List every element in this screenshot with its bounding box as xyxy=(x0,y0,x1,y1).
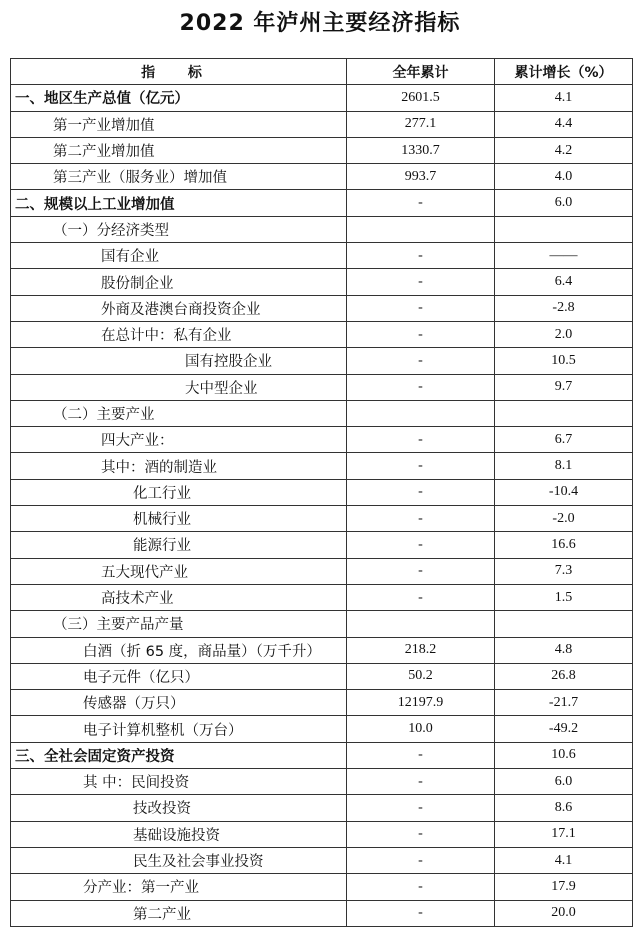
annual-total-cell: - xyxy=(347,479,495,505)
growth-cell: 9.7 xyxy=(495,374,633,400)
indicator-cell: 国有企业 xyxy=(11,243,347,269)
growth-cell: 17.1 xyxy=(495,821,633,847)
growth-cell: 26.8 xyxy=(495,663,633,689)
table-row xyxy=(11,400,633,426)
annual-total-cell: - xyxy=(347,243,495,269)
indicator-cell: 二、规模以上工业增加值 xyxy=(11,190,347,216)
annual-total-cell: - xyxy=(347,295,495,321)
annual-total-cell xyxy=(347,400,495,426)
indicator-cell: 第三产业（服务业）增加值 xyxy=(11,164,347,190)
table-row xyxy=(11,769,633,795)
indicator-cell: 第二产业增加值 xyxy=(11,137,347,163)
table-row xyxy=(11,821,633,847)
growth-cell: 6.0 xyxy=(495,769,633,795)
indicator-cell: 电子元件（亿只） xyxy=(11,663,347,689)
growth-cell: —— xyxy=(495,243,633,269)
growth-cell: 17.9 xyxy=(495,874,633,900)
annual-total-cell: - xyxy=(347,847,495,873)
indicator-cell: 大中型企业 xyxy=(11,374,347,400)
table-row xyxy=(11,137,633,163)
annual-total-cell: - xyxy=(347,584,495,610)
annual-total-cell: - xyxy=(347,874,495,900)
table-row xyxy=(11,584,633,610)
growth-cell: 20.0 xyxy=(495,900,633,926)
table-row xyxy=(11,216,633,242)
growth-cell: -2.8 xyxy=(495,295,633,321)
growth-cell: 4.2 xyxy=(495,137,633,163)
annual-total-cell: - xyxy=(347,453,495,479)
table-row xyxy=(11,374,633,400)
annual-total-cell: 12197.9 xyxy=(347,690,495,716)
growth-cell: 4.1 xyxy=(495,847,633,873)
table-row xyxy=(11,348,633,374)
growth-cell: 6.4 xyxy=(495,269,633,295)
page-title: 2022 年泸州主要经济指标 xyxy=(179,11,461,36)
growth-cell: -49.2 xyxy=(495,716,633,742)
indicator-cell: 其中：酒的制造业 xyxy=(11,453,347,479)
growth-cell xyxy=(495,611,633,637)
header-indicator: 指 标 xyxy=(11,59,347,85)
indicator-cell: 四大产业： xyxy=(11,427,347,453)
table-row xyxy=(11,663,633,689)
annual-total-cell: - xyxy=(347,506,495,532)
table-row xyxy=(11,321,633,347)
growth-cell xyxy=(495,216,633,242)
growth-cell: -10.4 xyxy=(495,479,633,505)
indicator-cell: 五大现代产业 xyxy=(11,558,347,584)
annual-total-cell xyxy=(347,216,495,242)
growth-cell: 16.6 xyxy=(495,532,633,558)
indicator-cell: 外商及港澳台商投资企业 xyxy=(11,295,347,321)
table-row xyxy=(11,427,633,453)
table-row xyxy=(11,453,633,479)
growth-cell: 4.0 xyxy=(495,164,633,190)
indicator-cell: （一）分经济类型 xyxy=(11,216,347,242)
table-row xyxy=(11,795,633,821)
economic-indicators-table xyxy=(10,58,633,927)
header-annual-total: 全年累计 xyxy=(347,59,495,85)
annual-total-cell: - xyxy=(347,427,495,453)
indicator-cell: （三）主要产品产量 xyxy=(11,611,347,637)
annual-total-cell: - xyxy=(347,900,495,926)
growth-cell: 4.8 xyxy=(495,637,633,663)
annual-total-cell: - xyxy=(347,532,495,558)
table-row xyxy=(11,164,633,190)
annual-total-cell: - xyxy=(347,321,495,347)
table-row xyxy=(11,558,633,584)
indicator-cell: 其 中：民间投资 xyxy=(11,769,347,795)
indicator-cell: 基础设施投资 xyxy=(11,821,347,847)
indicator-cell: 在总计中：私有企业 xyxy=(11,321,347,347)
growth-cell: 7.3 xyxy=(495,558,633,584)
header-growth: 累计增长（%） xyxy=(495,59,633,85)
growth-cell: 1.5 xyxy=(495,584,633,610)
table-row xyxy=(11,85,633,111)
annual-total-cell: - xyxy=(347,769,495,795)
annual-total-cell: - xyxy=(347,348,495,374)
table-row xyxy=(11,847,633,873)
table-row xyxy=(11,637,633,663)
table-row xyxy=(11,295,633,321)
annual-total-cell xyxy=(347,611,495,637)
indicator-cell: 三、全社会固定资产投资 xyxy=(11,742,347,768)
table-header-row xyxy=(11,59,633,85)
growth-cell: -21.7 xyxy=(495,690,633,716)
indicator-cell: 民生及社会事业投资 xyxy=(11,847,347,873)
annual-total-cell: 50.2 xyxy=(347,663,495,689)
table-row xyxy=(11,611,633,637)
table-row xyxy=(11,716,633,742)
annual-total-cell: 1330.7 xyxy=(347,137,495,163)
indicator-cell: 机械行业 xyxy=(11,506,347,532)
table-row xyxy=(11,243,633,269)
indicator-cell: 国有控股企业 xyxy=(11,348,347,374)
indicator-cell: 一、地区生产总值（亿元） xyxy=(11,85,347,111)
annual-total-cell: - xyxy=(347,795,495,821)
growth-cell: 10.6 xyxy=(495,742,633,768)
annual-total-cell: - xyxy=(347,269,495,295)
growth-cell: 10.5 xyxy=(495,348,633,374)
annual-total-cell: - xyxy=(347,374,495,400)
table-row xyxy=(11,874,633,900)
annual-total-cell: - xyxy=(347,190,495,216)
indicator-cell: 化工行业 xyxy=(11,479,347,505)
table-row xyxy=(11,479,633,505)
annual-total-cell: 2601.5 xyxy=(347,85,495,111)
table-row xyxy=(11,190,633,216)
growth-cell: 4.1 xyxy=(495,85,633,111)
growth-cell xyxy=(495,400,633,426)
table-row xyxy=(11,900,633,926)
indicator-cell: 传感器（万只） xyxy=(11,690,347,716)
indicator-cell: （二）主要产业 xyxy=(11,400,347,426)
annual-total-cell: - xyxy=(347,821,495,847)
annual-total-cell: - xyxy=(347,558,495,584)
table-row xyxy=(11,506,633,532)
growth-cell: 4.4 xyxy=(495,111,633,137)
annual-total-cell: 10.0 xyxy=(347,716,495,742)
indicator-cell: 高技术产业 xyxy=(11,584,347,610)
table-row xyxy=(11,532,633,558)
indicator-cell: 能源行业 xyxy=(11,532,347,558)
indicator-cell: 第一产业增加值 xyxy=(11,111,347,137)
annual-total-cell: 218.2 xyxy=(347,637,495,663)
indicator-cell: 白酒（折 65 度，商品量）（万千升） xyxy=(11,637,347,663)
table-row xyxy=(11,742,633,768)
indicator-cell: 电子计算机整机（万台） xyxy=(11,716,347,742)
growth-cell: 6.7 xyxy=(495,427,633,453)
table-row xyxy=(11,111,633,137)
growth-cell: 2.0 xyxy=(495,321,633,347)
growth-cell: 8.6 xyxy=(495,795,633,821)
indicator-cell: 技改投资 xyxy=(11,795,347,821)
indicator-cell: 分产业：第一产业 xyxy=(11,874,347,900)
annual-total-cell: - xyxy=(347,742,495,768)
table-row xyxy=(11,690,633,716)
indicator-cell: 第二产业 xyxy=(11,900,347,926)
annual-total-cell: 277.1 xyxy=(347,111,495,137)
growth-cell: -2.0 xyxy=(495,506,633,532)
annual-total-cell: 993.7 xyxy=(347,164,495,190)
growth-cell: 6.0 xyxy=(495,190,633,216)
indicator-cell: 股份制企业 xyxy=(11,269,347,295)
growth-cell: 8.1 xyxy=(495,453,633,479)
table-row xyxy=(11,269,633,295)
